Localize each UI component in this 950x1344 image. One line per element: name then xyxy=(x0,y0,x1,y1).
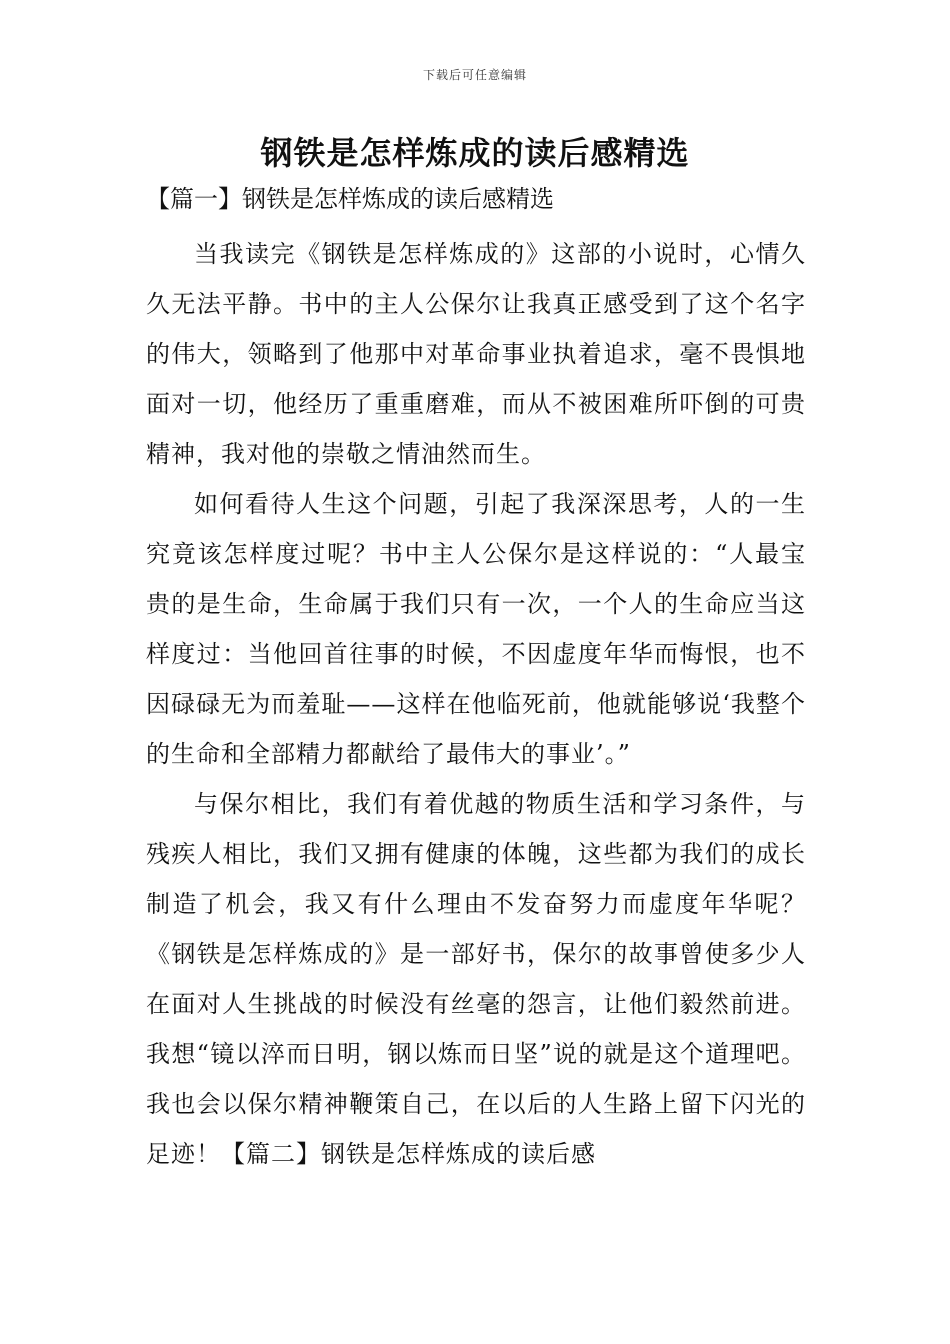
document-title: 钢铁是怎样炼成的读后感精选 xyxy=(260,134,690,172)
paragraph-1: 当我读完《钢铁是怎样炼成的》这部的小说时，心情久久无法平静。书中的主人公保尔让我真正感受到了这个名字的伟大，领略到了他那中对革命事业执着追求，毫不畏惧地面对一切，他经历了重重磨难，而从不被困难所吓倒的可贵精神，我对他的崇敬之情油然而生。 xyxy=(146,240,806,468)
header-note: 下载后可任意编辑 xyxy=(422,68,527,82)
body-text xyxy=(146,229,806,1179)
section-heading: 【篇一】钢铁是怎样炼成的读后感精选 xyxy=(146,185,554,213)
paragraph-3: 与保尔相比，我们有着优越的物质生活和学习条件，与残疾人相比，我们又拥有健康的体魄，这些都为我们的成长制造了机会，我又有什么理由不发奋努力而虚度年华呢？《钢铁是怎样炼成的》是一部好书，保尔的故事曾使多少人在面对人生挑战的时候没有丝毫的怨言，让他们毅然前进。我想“镜以淬而日明，钢以炼而日坚”说的就是这个道理吧。我也会以保尔精神鞭策自己，在以后的人生路上留下闪光的足迹！【篇二】钢铁是怎样炼成的读后感 xyxy=(146,790,806,1168)
paragraph-2: 如何看待人生这个问题，引起了我深深思考，人的一生究竟该怎样度过呢？书中主人公保尔是这样说的：“人最宝贵的是生命，生命属于我们只有一次，一个人的生命应当这样度过：当他回首往事的时候，不因虚度年华而悔恨，也不因碌碌无为而羞耻——这样在他临死前，他就能够说‘我整个的生命和全部精力都献给了最伟大的事业’。” xyxy=(146,490,806,768)
